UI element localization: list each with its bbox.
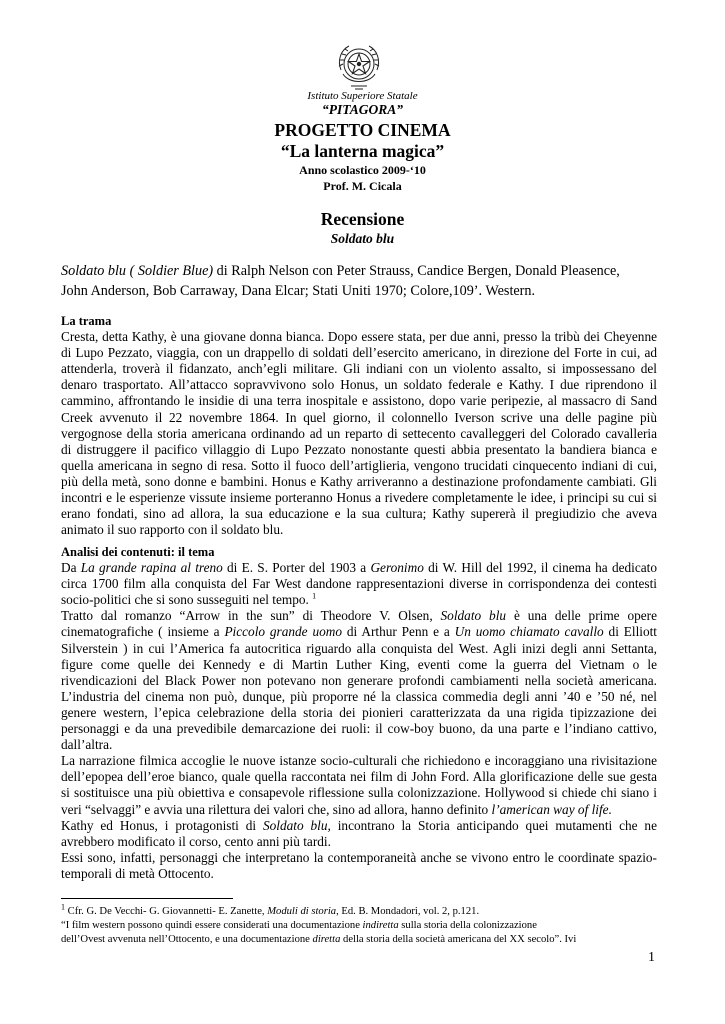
plot-line: denaro trasportato. All’attacco sopravvivono solo Honus, un soldato federale e Kathy. I due riprendono il: [61, 377, 657, 393]
analysis-line: rivendicazioni del Black Power non potevano non generare profondi cambiamenti nella società americana.: [61, 672, 657, 688]
analysis-line: personaggi e da una prevedibile demarcazione dei ruoli: il cow-boy buono, da una parte e l’indiano cattivo,: [61, 721, 657, 737]
plot-line: più della metà, sono donne e bambini. Honus e Kathy arriveranno a destinazione profondamente cambiati. Gli: [61, 473, 657, 489]
project-subtitle: “La lanterna magica”: [280, 141, 445, 161]
analysis-line: dell’epopea dell’eroe bianco, quale quella raccontata nei film di John Ford. Alla glorificazione delle sue gesta: [61, 769, 657, 785]
analysis-section: [61, 544, 657, 882]
analysis-line: temporali di metà Ottocento.: [61, 865, 214, 881]
plot-line: quella americana in segno di resa. Sotto il fuoco dell’artiglieria, vengono trucidati cinquecento indiani di cui,: [61, 457, 657, 473]
analysis-line: Da La grande rapina al treno di E. S. Porter del 1903 a Geronimo di W. Hill del 1992, il cinema ha dedicato: [61, 560, 657, 576]
school-year: Anno scolastico 2009-‘10: [299, 163, 426, 177]
institute-line: Istituto Superiore Statale: [307, 90, 418, 102]
page-number: 1: [648, 950, 655, 965]
analysis-line: avrebbero modificato il corso, cento anni più tardi.: [61, 833, 331, 849]
analysis-line: circa 1700 film alla conquista del Far West dandone rappresentazioni diverse in corrispondenza dei contesti: [61, 576, 657, 592]
plot-line: attenderla, troverà il fidanzato, anch’egli militare. Gli indiani con un violento assalto, si impossessano del: [61, 361, 657, 377]
credits-film-title: Soldato blu ( Soldier Blue): [61, 263, 214, 279]
analysis-line: Tratto dal romanzo “Arrow in the sun” di Theodore V. Olsen, Soldato blu è una delle prime opere: [61, 608, 657, 624]
analysis-line: Silverstein ) in cui l’America fa autocritica riguardo alla conquista del West. Agli inizi degli anni Settanta,: [61, 640, 657, 656]
plot-section: [61, 313, 657, 538]
review-heading: Recensione: [320, 209, 405, 229]
plot-line: di Lupo Pezzato, viaggia, con un drappello di soldati dell’esercito americano, in direzione del Forte in cui, ad: [61, 345, 657, 361]
plot-line: animato il suo rapporto con il soldato blu.: [61, 522, 284, 538]
footnote-divider: [61, 898, 233, 899]
film-credits: [61, 261, 657, 301]
footnote-marker: 1: [61, 902, 65, 912]
analysis-line: La narrazione filmica accoglie le nuove istanze socio-culturali che richiedono e incoraggiano una rivisitazione: [61, 753, 657, 769]
analysis-line: figure come quelle dei Kennedy e di Martin Luther King, eventi come la guerra del Vietnam o le: [61, 656, 657, 672]
teacher-name: Prof. M. Cicala: [323, 179, 402, 193]
project-title: PROGETTO CINEMA: [274, 120, 451, 140]
credits-line2: John Anderson, Bob Carraway, Dana Elcar; Stati Uniti 1970; Colore,109’. Western.: [61, 283, 536, 299]
institute-name: “PITAGORA”: [321, 102, 403, 117]
plot-line: erano fondati, sino ad allora, la sua educazione e la sua cultura; Kathy supererà il pregiudizio che aveva: [61, 506, 657, 522]
analysis-line: dall’altra.: [61, 737, 113, 753]
analysis-line: socio-politici che si sono susseguiti nel tempo. $^1$: [61, 591, 317, 608]
analysis-line: genere western, l’epica celebrazione della storia dei pionieri caratterizzata da una rigida tipizzazione dei: [61, 704, 657, 720]
plot-line: di distruggere il pacifico villaggio di Lupo Pezzato nonostante questi abbia presentato la bandiera bianca e: [61, 441, 657, 457]
plot-line: vergognose della storia americana ordinando ad un reparto di settecento cavalleggeri del Colorado cavalleria: [61, 425, 657, 441]
footnote-ref[interactable]: 1: [312, 591, 317, 601]
plot-heading: La trama: [61, 314, 112, 328]
analysis-line: veri “selvaggi” e avvia una rilettura dei valori che, sino ad allora, hanno definito l’american way of life.: [61, 801, 612, 817]
analysis-line: Essi sono, infatti, personaggi che interpretano la contemporaneità anche se vivono entro le coordinate spazio-: [61, 849, 657, 865]
footnote: $^1$ Cfr. G. De Vecchi- G. Giovannetti- E. Zanette, Moduli di storia, Ed. B. Mondadori, vol. 2, p.121. “I film western possono quindi essere considerati una documentazione indiretta sulla storia della colonizzazione dell’Ovest avvenuta nell’Ottocento, e una documentazione diretta della storia della società americana del XX secolo”. Ivi: [61, 902, 577, 946]
analysis-line: L’industria del cinema non può, dunque, più proporre né la classica commedia degli anni ’40 e ’50 né, nel: [61, 688, 657, 704]
plot-line: Creek avvenuto il 22 novembre 1864. In quel giorno, il colonnello Iverson scrive una delle pagine più: [61, 409, 657, 425]
review-film-title: Soldato blu: [330, 231, 395, 246]
analysis-heading: Analisi dei contenuti: il tema: [61, 545, 215, 559]
analysis-line: si sostituisce una più obiettiva e consapevole riflessione sulla colonizzazione. Hollywood si chiede chi siano i: [61, 785, 657, 801]
credits-line1: di Ralph Nelson con Peter Strauss, Candice Bergen, Donald Pleasence,: [213, 263, 620, 279]
plot-line: Cresta, detta Kathy, è una giovane donna bianca. Dopo essere stata, per due anni, presso la tribù dei Cheyenne: [61, 329, 657, 345]
plot-line: cammino, affrontando le insidie di una terra inospitale e assistono, dopo varie peripezie, al massacro di Sand: [61, 393, 657, 409]
italian-republic-emblem-icon: [331, 40, 387, 94]
analysis-line: Kathy ed Honus, i protagonisti di Soldato blu, incontrano la Storia anticipando quei mutamenti che ne: [61, 817, 657, 833]
plot-line: incontri e le esperienze vissute insieme porteranno Honus a rivedere completamente le idee, i principi su cui si: [61, 490, 657, 506]
analysis-line: cinematografiche ( insieme a Piccolo grande uomo di Arthur Penn e a Un uomo chiamato cavallo di Elliott: [61, 624, 658, 640]
